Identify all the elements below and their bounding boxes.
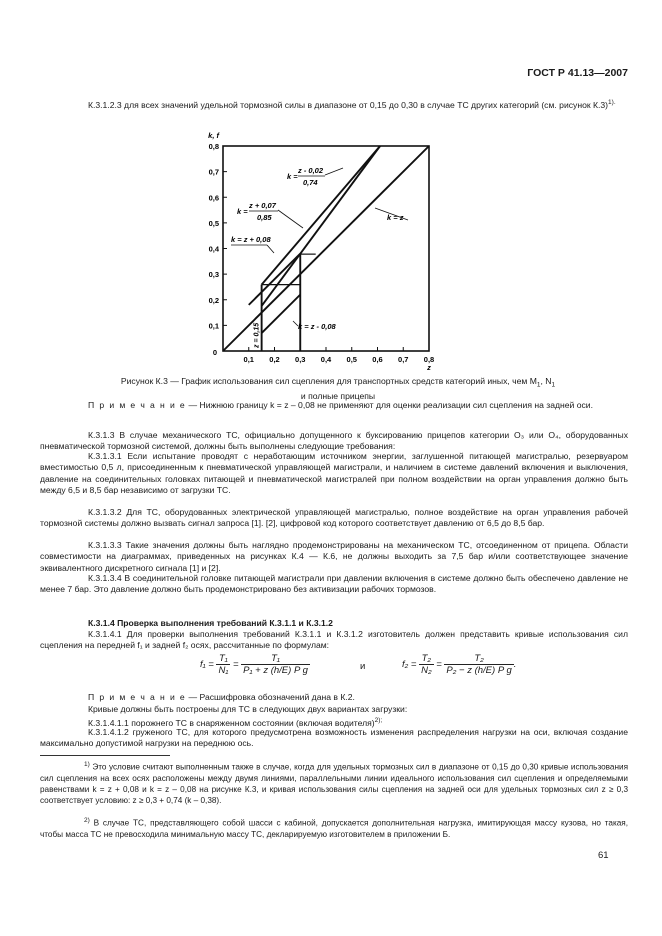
fraction-t2-n2: $\frac{\text{T₂}}{\text{N₂}}$ — [421, 653, 432, 676]
paragraph-k3133: К.3.1.3.3 Такие значения должны быть наглядно продемонстрированы на механическом ТС, отсоединенном от прицепа. Области совместимости на диаграммах, приведенных на рисунках К.4 — К.6, не должны выходить за 7,5 бар и/или соответствующее значение эквивалентного дискретного сигнала [1] и [2]. — [40, 540, 628, 573]
x-axis-label: z — [427, 363, 431, 372]
leader-3b — [267, 245, 274, 253]
heading-k314: К.3.1.4 Проверка выполнения требований К.3.1.1 и К.3.1.2 — [88, 618, 333, 628]
x-tick-label: 0,4 — [320, 355, 332, 364]
footnote-ref-1: 1). — [608, 99, 616, 106]
paragraph-k3132: К.3.1.3.2 Для ТС, оборудованных электрической управляющей магистралью, полное воздействие на орган управления рабочей тормозной системы должно вызвать сигнал запроса [1]. [2], цифровой код которого соответствует давлению от 6,5 до 8,5 бар. — [40, 507, 628, 529]
paragraph-k31412: К.3.1.4.1.2 груженого ТС, для которого предусмотрена возможность изменения распределения нагрузки на оси, включая создание максимально допустимой нагрузки на переднюю ось. — [40, 727, 628, 749]
paragraph-k3141: К.3.1.4.1 Для проверки выполнения требований К.3.1.1 и К.3.1.2 изготовитель должен представить кривые использования сил сцепления на передней f₁ и задней f₂ осях, рассчитанные по формулам: — [40, 629, 628, 651]
x-tick-label: 0,6 — [372, 355, 383, 364]
fraction-t1-n1: $\frac{\text{T₁}}{\text{N₁}}$ — [218, 653, 229, 676]
line-k-z-minus-008 — [262, 295, 301, 333]
y-tick-label: 0,7 — [208, 167, 219, 177]
label-k-z-minus: k = z - 0,08 — [298, 322, 336, 331]
paragraph-k3131: К.3.1.3.1 Если испытание проводят с неработающим источником энергии, заглушенной питающей магистралью, резервуаром вместимостью 0,5 л, присоединенным к пневматической управляющей магистрали, и наличием в системе давлений включения и выключения, давление на соединительных головках питающей и пневматической магистралей при полном воздействии на орган управления должно быть между 6,5 и 8,5 бар независимо от загрузки ТС. — [40, 451, 628, 495]
paragraph-curves: Кривые должны быть построены для ТС в следующих двух вариантах загрузки: — [88, 704, 408, 714]
document-code: ГОСТ Р 41.13—2007 — [527, 67, 628, 79]
paragraph-k313: К.3.1.3 В случае механического ТС, официально допущенного к буксированию прицепов категории О₃ или О₄, оборудованных пневматической тормозной системой, должны быть выполнены следующие требования: — [40, 430, 628, 452]
label-frac-num-1: z - 0,02 — [298, 166, 324, 175]
x-tick-label: 0,8 — [423, 355, 435, 364]
note-2: П р и м е ч а н и е — Расшифровка обозначений дана в К.2. — [88, 692, 355, 702]
y-tick-label: 0,8 — [208, 142, 219, 151]
y-tick-label: 0,1 — [208, 321, 219, 331]
label-k-z: k = z — [387, 213, 404, 222]
note-1: П р и м е ч а н и е — Нижнюю границу k = z – 0,08 не применяют для оценки реализации сил сцепления на задней оси. — [88, 400, 593, 410]
x-tick-label: 0,3 — [295, 355, 306, 364]
paragraph-k3134: К.3.1.3.4 В соединительной головке питающей магистрали при давлении включения в системе должно быть обеспечено давление не менее 7 бар. Это давление должно быть продемонстрировано без активизации рабочих тормозов. — [40, 573, 628, 595]
leader-1 — [325, 168, 343, 175]
y-tick-label: 0,5 — [208, 218, 219, 228]
formula-f1: f₁ = $\frac{\text{T₁}}{\text{N₁}}$ = $\frac{\text{T₁}}{\text{P₁ + z (h/E) P g}}$ — [200, 653, 308, 676]
page-number: 61 — [598, 850, 609, 861]
x-tick-label: 0,7 — [398, 355, 409, 364]
fraction-t1-p1: $\frac{\text{T₁}}{\text{P₁ + z (h/E) P g}}$ — [243, 653, 308, 676]
label-z-015: z = 0,15 — [253, 322, 261, 348]
y-axis-label: k, f — [208, 131, 219, 140]
leader-2 — [278, 210, 303, 228]
x-tick-label: 0,5 — [346, 355, 357, 364]
formula-and: и — [360, 661, 366, 672]
footnote-2: $^{2)}$ В случае ТС, представляющего собой шасси с кабиной, допускается дополнительная нагрузка, имитирующая массу кузова, но такая, чтобы масса ТС не превосходила минимальную массу ТС, декларируемую изготовителем в приложении Б. — [40, 817, 628, 839]
y-tick-label: 0,2 — [208, 295, 219, 305]
footnote-ref-2: 2); — [374, 717, 383, 724]
label-frac-num-2: z + 0,07 — [249, 201, 276, 210]
label-k-z-plus: k = z + 0,08 — [231, 235, 271, 244]
adhesion-chart — [195, 128, 445, 373]
x-tick-label: 0,1 — [243, 355, 254, 364]
label-k-eq-1: k = — [287, 172, 298, 181]
label-frac-den-1: 0,74 — [303, 178, 318, 187]
y-tick-label: 0,4 — [208, 244, 219, 254]
y-tick-label: 0,6 — [208, 193, 219, 203]
chart-lines — [223, 146, 429, 351]
paragraph-k31411: К.3.1.4.1.1 порожнего ТС в снаряженном состоянии (включая водителя)$^{2);}$ — [88, 717, 383, 728]
x-tick-label: 0,2 — [269, 355, 280, 364]
footnote-divider — [40, 755, 170, 756]
paragraph-k3123: К.3.1.2.3 для всех значений удельной тормозной силы в диапазоне от 0,15 до 0,30 в случае ТС других категорий (см. рисунок К.3)$^{1).}$ — [88, 99, 616, 110]
line-k-equals-z — [223, 146, 429, 351]
fraction-t2-p2: $\frac{\text{T₂}}{\text{P₂ − z (h/E) P g}}$ — [446, 653, 512, 676]
label-k-eq-2: k = — [237, 207, 248, 216]
label-frac-den-2: 0,85 — [257, 213, 272, 222]
footnote-1: $^{1)}$ Это условие считают выполненным также в случае, когда для удельных тормозных сил в диапазоне от 0,15 до 0,30 кривые использования сил сцепления на всех осях расположены между двумя линиями, параллельными линии идеального использования сил сцепления и определяемыми равенствами k = z + 0,08 и k = z – 0,08 на рисунке К.3, и кривая использования силы сцепления на задней оси для удельных тормозных сил z ≥ 0,3 соответствует условию: z ≥ 0,3 + 0,74 (k – 0,38). — [40, 761, 628, 805]
formula-f2: f₂ = $\frac{\text{T₂}}{\text{N₂}}$ = $\frac{\text{T₂}}{\text{P₂ − z (h/E) P g}}$ . — [402, 653, 517, 676]
y-tick-label: 0,3 — [208, 270, 219, 280]
origin-label: 0 — [212, 348, 217, 357]
figure-caption: Рисунок К.3 — График использования сил сцепления для транспортных средств категорий иных, чем $М_1$, $N_1$ и полные прицепы — [120, 376, 556, 401]
line-k-z-plus-008 — [249, 254, 301, 305]
